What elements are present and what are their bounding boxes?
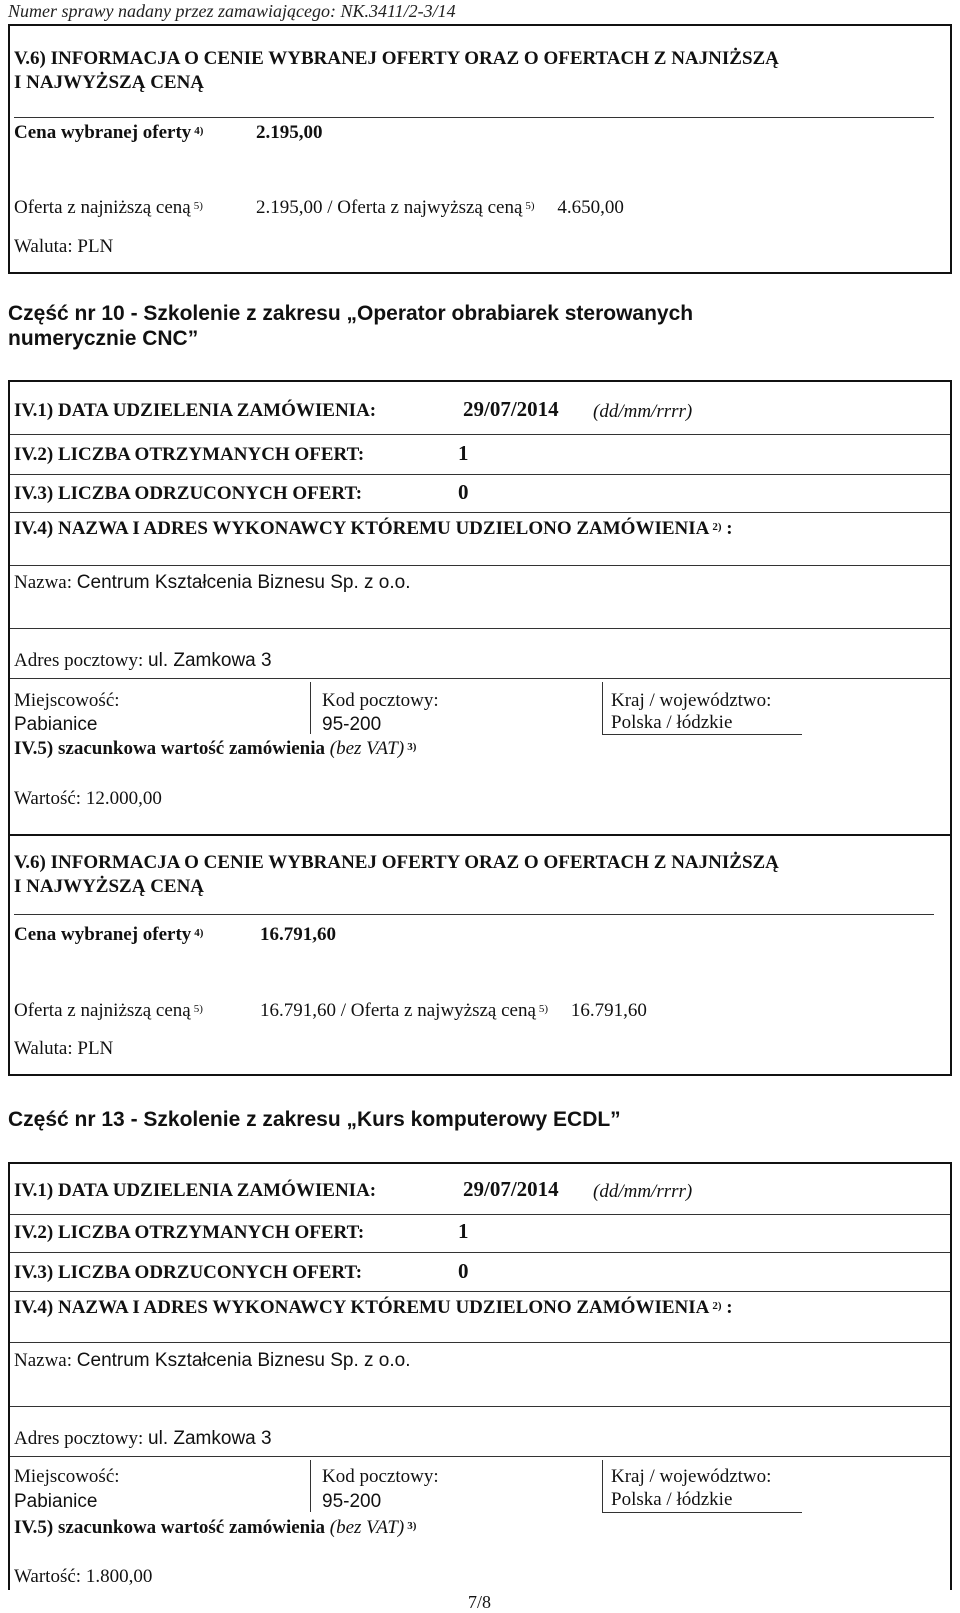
part10-iv1-label: IV.1) DATA UDZIELENIA ZAMÓWIENIA:	[14, 400, 377, 421]
part10-currency-row: Waluta: PLN	[14, 1038, 114, 1059]
part10-address-row: Adres pocztowy: ul. Zamkowa 3	[14, 650, 272, 671]
part10-v6-heading-line2: I NAJWYŻSZĄ CENĄ	[14, 876, 205, 897]
part13-iv5-label: IV.5) szacunkowa wartość zamówienia (bez VAT) $^{3)}$	[14, 1517, 417, 1538]
part13-city-value: Pabianice	[14, 1491, 98, 1512]
part10-divider-6	[10, 678, 950, 679]
part10-iv3-label: IV.3) LICZBA ODRZUCONYCH OFERT:	[14, 483, 363, 504]
part13-value-row: Wartość: 1.800,00	[14, 1566, 153, 1587]
part13-iv2-label: IV.2) LICZBA OTRZYMANYCH OFERT:	[14, 1222, 365, 1243]
part13-name-row: Nazwa: Centrum Kształcenia Biznesu Sp. z o.o.	[14, 1350, 411, 1371]
part13-divider-3	[10, 1291, 950, 1292]
part13-address-value: ul. Zamkowa 3	[148, 1428, 272, 1449]
part10-date-format: (dd/mm/rrrr)	[593, 401, 693, 422]
part10-iv4-label: IV.4) NAZWA I ADRES WYKONAWCY KTÓREMU UDZIELONO ZAMÓWIENIA $^{2)}$ :	[14, 518, 733, 539]
part10-received-offers: 1	[458, 441, 469, 465]
part10-zip-label: Kod pocztowy:	[322, 690, 439, 711]
part13-date-value: 29/07/2014	[463, 1177, 559, 1201]
part13-rejected-offers: 0	[458, 1259, 469, 1283]
part13-iv3-label: IV.3) LICZBA ODRZUCONYCH OFERT:	[14, 1262, 363, 1283]
part10-lowest-offer-label: Oferta z najniższą ceną $^{5)}$	[14, 1000, 203, 1021]
selected-offer-price-value: 2.195,00	[256, 122, 323, 143]
part10-value: 12.000,00	[85, 788, 162, 809]
part13-divider-2	[10, 1252, 950, 1253]
part13-divider-5	[10, 1406, 950, 1407]
part10-contractor-name: Centrum Kształcenia Biznesu Sp. z o.o.	[76, 572, 411, 593]
part10-v6-underline	[14, 914, 934, 915]
v6-underline	[14, 117, 934, 118]
part10-value-row: Wartość: 12.000,00	[14, 788, 162, 809]
part13-cell-divider-2	[602, 1460, 603, 1512]
part13-zip-label: Kod pocztowy:	[322, 1466, 439, 1487]
part13-date-format: (dd/mm/rrrr)	[593, 1181, 693, 1202]
part10-selected-price-label: Cena wybranej oferty $^{4)}$	[14, 924, 204, 945]
part10-divider-2	[10, 474, 950, 475]
currency-value: PLN	[77, 236, 114, 257]
part10-lowest-highest-values: 16.791,60 / Oferta z najwyższą ceną $^{5)}$ 16.791,60	[260, 1000, 647, 1021]
part13-iv1-label: IV.1) DATA UDZIELENIA ZAMÓWIENIA:	[14, 1180, 377, 1201]
part10-rejected-offers: 0	[458, 480, 469, 504]
part13-country-value: Polska / łódzkie	[611, 1489, 733, 1510]
part10-address-value: ul. Zamkowa 3	[148, 650, 272, 671]
part10-lowest-value: 16.791,60	[260, 1000, 336, 1021]
part10-cell-divider-2	[602, 682, 603, 734]
document-header: Numer sprawy nadany przez zamawiającego: NK.3411/2-3/14	[8, 1, 456, 21]
part10-title-line1: Część nr 10 - Szkolenie z zakresu „Operator obrabiarek sterowanych	[8, 302, 694, 325]
part13-received-offers: 1	[458, 1219, 469, 1243]
part13-value: 1.800,00	[85, 1566, 153, 1587]
part10-city-value: Pabianice	[14, 714, 98, 735]
page-number: 7/8	[468, 1592, 492, 1612]
part10-iv5-label: IV.5) szacunkowa wartość zamówienia (bez VAT) $^{3)}$	[14, 738, 417, 759]
part10-country-value: Polska / łódzkie	[611, 712, 733, 733]
part10-highest-value: 16.791,60	[570, 1000, 647, 1021]
part13-contractor-name: Centrum Kształcenia Biznesu Sp. z o.o.	[76, 1350, 411, 1371]
part10-name-row: Nazwa: Centrum Kształcenia Biznesu Sp. z o.o.	[14, 572, 411, 593]
lowest-offer-value: 2.195,00	[256, 197, 323, 218]
v6-heading-line2: I NAJWYŻSZĄ CENĄ	[14, 72, 205, 93]
part10-divider-5	[10, 628, 950, 629]
part13-title: Część nr 13 - Szkolenie z zakresu „Kurs komputerowy ECDL”	[8, 1108, 621, 1131]
part13-iv4-label: IV.4) NAZWA I ADRES WYKONAWCY KTÓREMU UDZIELONO ZAMÓWIENIA $^{2)}$ :	[14, 1297, 733, 1318]
highest-offer-value: 4.650,00	[557, 197, 624, 218]
v6-heading-line1: V.6) INFORMACJA O CENIE WYBRANEJ OFERTY ORAZ O OFERTACH Z NAJNIŻSZĄ	[14, 48, 779, 69]
part13-divider-4	[10, 1342, 950, 1343]
part13-divider-1	[10, 1214, 950, 1215]
part13-cell-divider-1	[310, 1460, 311, 1512]
part10-v6-heading-line1: V.6) INFORMACJA O CENIE WYBRANEJ OFERTY ORAZ O OFERTACH Z NAJNIŻSZĄ	[14, 852, 779, 873]
part10-selected-price-value: 16.791,60	[260, 924, 336, 945]
selected-offer-price-label: Cena wybranej oferty $^{4)}$	[14, 122, 204, 143]
part13-country-label: Kraj / województwo:	[611, 1466, 772, 1487]
lowest-highest-offer-row: Oferta z najniższą ceną $^{5)}$	[14, 197, 203, 218]
part10-city-label: Miejscowość:	[14, 690, 120, 711]
part10-cell-underline	[602, 734, 802, 735]
part13-address-row: Adres pocztowy: ul. Zamkowa 3	[14, 1428, 272, 1449]
part10-zip-value: 95-200	[322, 714, 382, 735]
part10-date-value: 29/07/2014	[463, 397, 559, 421]
part13-divider-6	[10, 1456, 950, 1457]
lowest-highest-offer-values: 2.195,00 / Oferta z najwyższą ceną $^{5)}$ 4.650,00	[256, 197, 624, 218]
part10-iv2-label: IV.2) LICZBA OTRZYMANYCH OFERT:	[14, 444, 365, 465]
part10-divider-4	[10, 565, 950, 566]
part10-currency-value: PLN	[77, 1038, 114, 1059]
part10-divider-3	[10, 512, 950, 513]
part10-country-label: Kraj / województwo:	[611, 690, 772, 711]
part10-divider-1	[10, 434, 950, 435]
part10-title-line2: numerycznie CNC”	[8, 327, 199, 350]
part13-cell-underline	[602, 1512, 802, 1513]
part10-cell-divider-1	[310, 682, 311, 734]
part13-city-label: Miejscowość:	[14, 1466, 120, 1487]
part13-zip-value: 95-200	[322, 1491, 382, 1512]
currency-row: Waluta: PLN	[14, 236, 114, 257]
